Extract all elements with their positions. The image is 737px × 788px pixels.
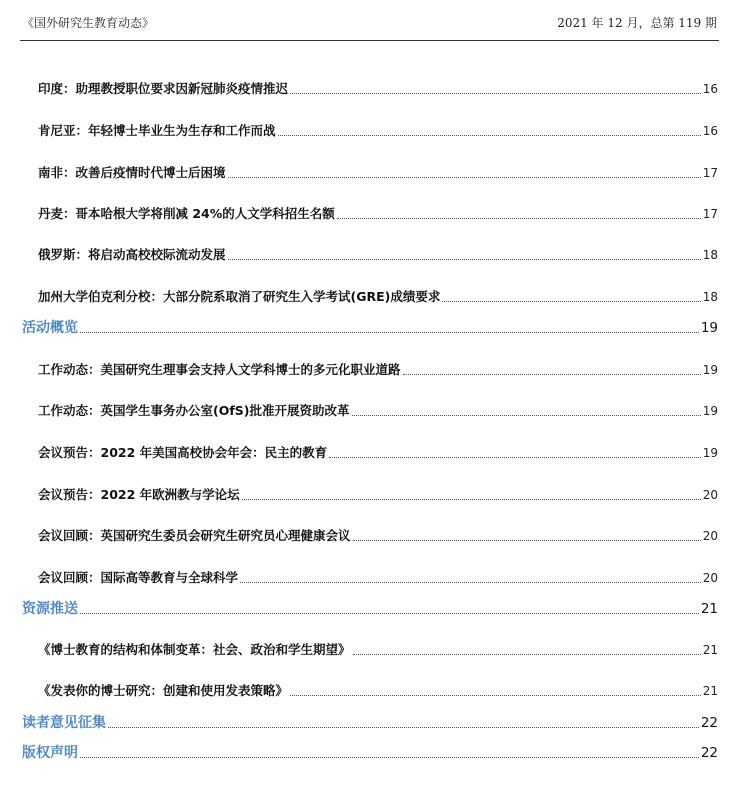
toc-entry-title: 《博士教育的结构和体制变革：社会、政治和学生期望》 [38, 642, 351, 657]
toc-entry-page: 17 [702, 166, 718, 180]
toc-dot-leader [352, 415, 701, 416]
toc-entry-title: 加州大学伯克利分校：大部分院系取消了研究生入学考试(GRE)成绩要求 [38, 289, 441, 304]
toc-entry[interactable] [38, 288, 718, 306]
toc-entry-title: 会议预告：2022 年欧洲教与学论坛 [38, 487, 240, 502]
toc-entry[interactable] [38, 205, 718, 223]
toc-entry[interactable] [38, 444, 718, 462]
toc-entry[interactable] [38, 164, 718, 182]
toc-dot-leader [80, 332, 699, 333]
toc-dot-leader [329, 457, 701, 458]
toc-entry-page: 18 [702, 290, 718, 304]
toc-entry-title: 会议预告：2022 年美国高校协会年会：民主的教育 [38, 445, 328, 460]
toc-section[interactable] [22, 600, 718, 618]
toc-section-title: 版权声明 [22, 745, 78, 761]
toc-entry-title: 肯尼亚：年轻博士毕业生为生存和工作而战 [38, 123, 276, 138]
toc-entry[interactable] [38, 122, 718, 140]
toc-entry-title: 会议回顾：英国研究生委员会研究生研究员心理健康会议 [38, 528, 351, 543]
toc-entry[interactable] [38, 80, 718, 98]
toc-entry-page: 20 [702, 571, 718, 585]
toc-entry-page: 16 [702, 82, 718, 96]
toc-entry[interactable] [38, 402, 718, 420]
toc-entry-page: 19 [702, 404, 718, 418]
toc-entry-title: 会议回顾：国际高等教育与全球科学 [38, 570, 239, 585]
toc-entry-page: 17 [702, 207, 718, 221]
toc-section-title: 活动概览 [22, 320, 78, 336]
toc-section[interactable] [22, 714, 718, 732]
toc-section-page: 22 [700, 745, 718, 761]
toc-entry[interactable] [38, 682, 718, 700]
toc-dot-leader [290, 695, 701, 696]
toc-dot-leader [290, 93, 701, 94]
toc-entry-page: 16 [702, 124, 718, 138]
toc-dot-leader [403, 374, 701, 375]
toc-entry-title: 南非：改善后疫情时代博士后困境 [38, 165, 226, 180]
toc-entry-title: 丹麦：哥本哈根大学将削减 24%的人文学科招生名额 [38, 206, 335, 221]
toc-section-title: 资源推送 [22, 601, 78, 617]
running-header-issue: 2021 年 12 月，总第 119 期 [557, 16, 717, 30]
toc-entry-page: 19 [702, 363, 718, 377]
toc-section-page: 21 [700, 601, 718, 617]
toc-entry[interactable] [38, 246, 718, 264]
toc-dot-leader [242, 499, 701, 500]
toc-section-page: 19 [700, 320, 718, 336]
toc-entry-title: 《发表你的博士研究：创建和使用发表策略》 [38, 683, 289, 698]
toc-dot-leader [278, 135, 701, 136]
toc-dot-leader [240, 582, 701, 583]
toc-entry[interactable] [38, 527, 718, 545]
toc-dot-leader [80, 757, 699, 758]
toc-entry-title: 工作动态：美国研究生理事会支持人文学科博士的多元化职业道路 [38, 362, 401, 377]
toc-dot-leader [442, 301, 700, 302]
header-rule [20, 40, 719, 41]
toc-entry-title: 印度：助理教授职位要求因新冠肺炎疫情推迟 [38, 81, 289, 96]
toc-dot-leader [108, 727, 699, 728]
toc-entry-title: 工作动态：英国学生事务办公室(OfS)批准开展资助改革 [38, 403, 350, 418]
toc-section-title: 读者意见征集 [22, 715, 106, 731]
toc-entry[interactable] [38, 486, 718, 504]
toc-dot-leader [228, 259, 701, 260]
toc-dot-leader [80, 613, 699, 614]
toc-entry-page: 20 [702, 529, 718, 543]
toc-entry[interactable] [38, 361, 718, 379]
toc-dot-leader [337, 218, 701, 219]
toc-entry-page: 18 [702, 248, 718, 262]
toc-section[interactable] [22, 319, 718, 337]
toc-entry[interactable] [38, 569, 718, 587]
running-header-title: 《国外研究生教育动态》 [22, 16, 155, 30]
toc-section[interactable] [22, 744, 718, 762]
toc-entry[interactable] [38, 641, 718, 659]
toc-dot-leader [228, 177, 701, 178]
toc-entry-page: 20 [702, 488, 718, 502]
toc-entry-title: 俄罗斯：将启动高校校际流动发展 [38, 247, 226, 262]
toc-dot-leader [353, 540, 701, 541]
toc-dot-leader [353, 654, 701, 655]
toc-entry-page: 21 [702, 684, 718, 698]
toc-entry-page: 19 [702, 446, 718, 460]
toc-section-page: 22 [700, 715, 718, 731]
toc-entry-page: 21 [702, 643, 718, 657]
